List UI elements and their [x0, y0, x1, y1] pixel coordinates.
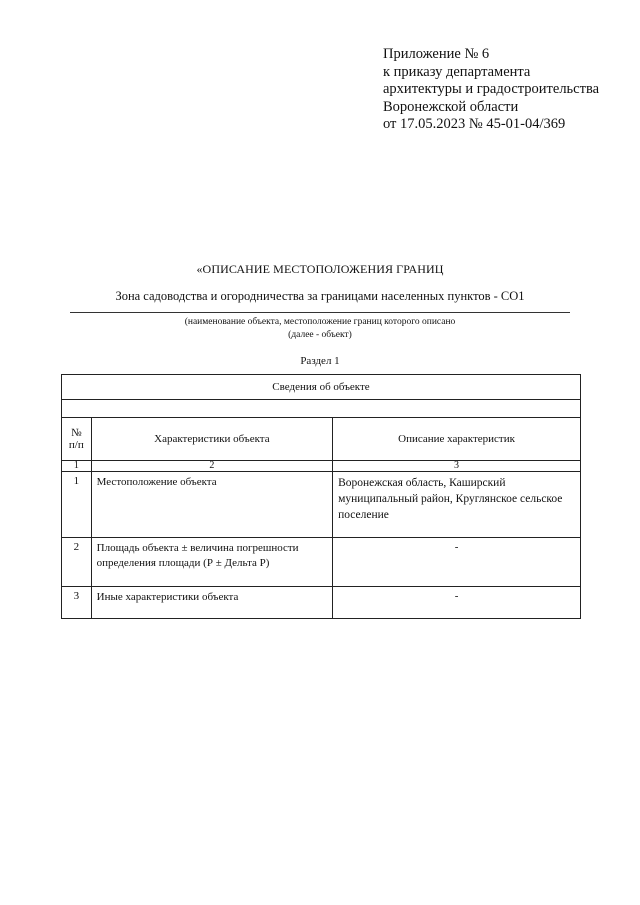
document-title: «ОПИСАНИЕ МЕСТОПОЛОЖЕНИЯ ГРАНИЦ: [196, 262, 444, 276]
table-row: [62, 587, 581, 619]
row-number: 3: [62, 587, 92, 619]
table-row: [62, 472, 581, 538]
row-characteristic: Площадь объекта ± величина погрешности определения площади (Р ± Дельта Р): [91, 538, 332, 587]
row-number: 1: [62, 472, 92, 538]
appendix-line: архитектуры и градостроительства: [383, 81, 600, 97]
appendix-line: Приложение № 6: [383, 46, 490, 62]
appendix-block: [383, 46, 599, 134]
row-description: -: [333, 538, 581, 587]
header-characteristics: Характеристики объекта: [91, 418, 332, 461]
row-characteristic: Иные характеристики объекта: [91, 587, 332, 619]
object-info-table: [61, 374, 581, 619]
name-underline: [70, 312, 570, 313]
table-title: Сведения об объекте: [62, 375, 581, 400]
table-empty-row: [62, 400, 581, 418]
row-description: Воронежская область, Каширский муниципальный район, Круглянское сельское поселение: [333, 472, 581, 538]
table-title-row: [62, 375, 581, 400]
column-number-row: [62, 461, 581, 472]
object-name-caption: [0, 316, 640, 342]
header-description: Описание характеристик: [333, 418, 581, 461]
row-description: -: [333, 587, 581, 619]
row-number: 2: [62, 538, 92, 587]
appendix-line: от 17.05.2023 № 45-01-04/369: [383, 116, 566, 132]
object-name: Зона садоводства и огородничества за границами населенных пунктов - СО1: [115, 289, 525, 303]
section-title: Раздел 1: [300, 355, 340, 367]
header-num: № п/п: [62, 418, 92, 461]
empty-cell: [62, 400, 581, 418]
caption-line: (далее - объект): [288, 330, 352, 340]
appendix-line: к приказу департамента: [383, 63, 531, 80]
column-number: 3: [333, 461, 581, 472]
table-header-row: [62, 418, 581, 461]
caption-line: (наименование объекта, местоположение границ которого описано: [184, 317, 456, 327]
table-row: [62, 538, 581, 587]
row-characteristic: Местоположение объекта: [91, 472, 332, 538]
column-number: 2: [91, 461, 332, 472]
column-number: 1: [62, 461, 92, 472]
appendix-line: Воронежской области: [383, 98, 519, 115]
